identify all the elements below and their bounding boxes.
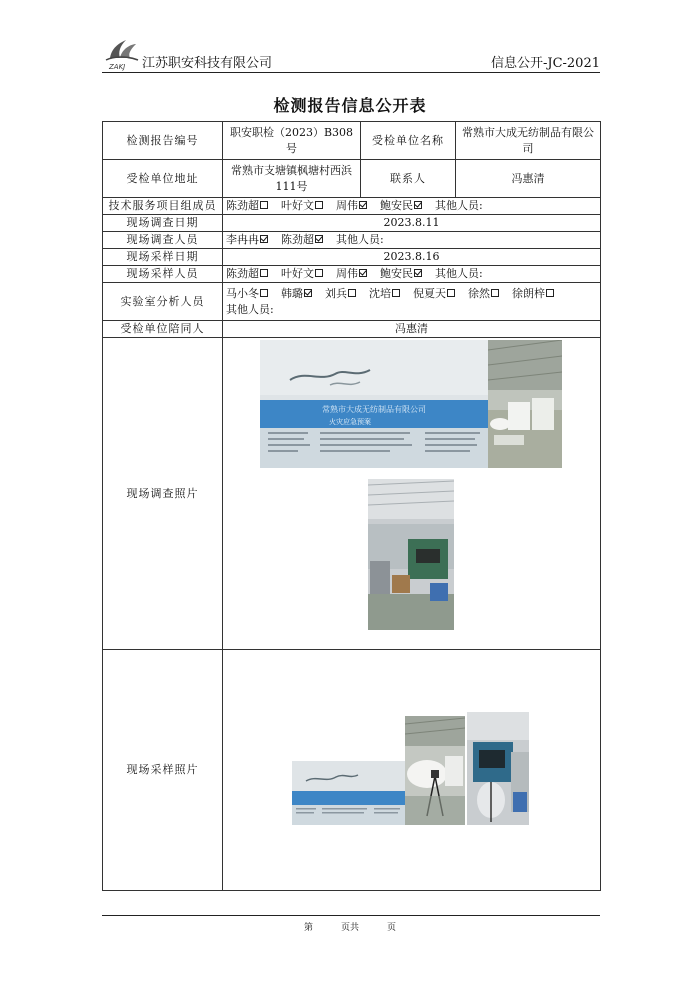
person-name: 鲍安民 [380, 267, 413, 280]
banner-title: 常熟市大成无纺制品有限公司 [322, 405, 426, 414]
row-sampling-photos [103, 650, 601, 891]
label-sampling-photos: 现场采样照片 [103, 650, 223, 891]
sampling-photo-floor [405, 716, 465, 825]
others-label: 其他人员: [435, 267, 483, 280]
team-member-list [226, 199, 435, 212]
svg-text:ZAKJ: ZAKJ [109, 63, 126, 71]
page-title: 检测报告信息公开表 [273, 96, 427, 115]
value-sampling-date: 2023.8.16 [223, 249, 601, 266]
page-footer [0, 920, 700, 933]
label-survey-photos: 现场调查照片 [103, 338, 223, 650]
person-checkbox[interactable] [359, 201, 367, 209]
page-header [102, 36, 600, 72]
sampling-photo-banner [292, 761, 405, 825]
person-checkbox[interactable] [315, 269, 323, 277]
company-logo [102, 36, 142, 72]
person-checkbox[interactable] [348, 289, 356, 297]
label-report-no: 检测报告编号 [103, 122, 223, 160]
person-name: 周伟 [336, 199, 358, 212]
footer-of-label: 页共 [340, 923, 359, 933]
others-label: 其他人员: [226, 302, 274, 316]
person-checkbox[interactable] [491, 289, 499, 297]
label-sampling-date: 现场采样日期 [103, 249, 223, 266]
others-label: 其他人员: [435, 199, 483, 212]
others-label: 其他人员: [336, 233, 384, 246]
person-name: 周伟 [336, 267, 358, 280]
person-checkbox[interactable] [447, 289, 455, 297]
survey-photo-machine [368, 479, 454, 630]
survey-photos-cell [223, 338, 601, 650]
row-report-no [103, 122, 601, 160]
survey-photo-banner [260, 340, 488, 468]
person-name: 陈劲超 [226, 267, 259, 280]
info-table [102, 121, 601, 891]
footer-pages-label: 页 [387, 923, 397, 933]
person-checkbox[interactable] [546, 289, 554, 297]
label-client-address: 受检单位地址 [103, 160, 223, 198]
row-survey-date [103, 215, 601, 232]
person-name: 陈劲超 [226, 199, 259, 212]
label-sampling-staff: 现场采样人员 [103, 266, 223, 283]
banner-subtitle: 火灾应急预案 [329, 418, 371, 426]
value-survey-date: 2023.8.11 [223, 215, 601, 232]
survey-photo-factory [488, 340, 562, 468]
person-checkbox[interactable] [304, 289, 312, 297]
sampling-photo-machine [467, 712, 529, 825]
row-client-address [103, 160, 601, 198]
person-name: 叶好文 [281, 199, 314, 212]
value-lab-staff [223, 283, 601, 321]
person-name: 马小冬 [226, 286, 259, 300]
person-name: 韩璐 [281, 286, 303, 300]
label-contact: 联系人 [361, 160, 456, 198]
sampling-staff-list [226, 267, 435, 280]
value-team [223, 198, 601, 215]
value-escort: 冯惠清 [223, 321, 601, 338]
footer-divider [102, 915, 600, 916]
person-name: 李冉冉 [226, 233, 259, 246]
person-checkbox[interactable] [260, 269, 268, 277]
value-survey-staff [223, 232, 601, 249]
company-name: 江苏职安科技有限公司 [142, 56, 273, 71]
label-team: 技术服务项目组成员 [103, 198, 223, 215]
person-name: 叶好文 [281, 267, 314, 280]
label-survey-staff: 现场调查人员 [103, 232, 223, 249]
value-report-no: 职安职检（2023）B308 号 [223, 122, 361, 160]
value-sampling-staff [223, 266, 601, 283]
person-name: 徐朗梓 [512, 286, 545, 300]
row-sampling-date [103, 249, 601, 266]
person-checkbox[interactable] [315, 235, 323, 243]
document-number: 信息公开-JC-2021 [490, 56, 600, 71]
person-name: 陈劲超 [281, 233, 314, 246]
row-survey-staff [103, 232, 601, 249]
row-team [103, 198, 601, 215]
person-checkbox[interactable] [359, 269, 367, 277]
value-contact: 冯惠清 [456, 160, 601, 198]
row-sampling-staff [103, 266, 601, 283]
person-checkbox[interactable] [414, 269, 422, 277]
person-checkbox[interactable] [315, 201, 323, 209]
label-client-name: 受检单位名称 [361, 122, 456, 160]
sampling-photos-cell [223, 650, 601, 891]
row-survey-photos [103, 338, 601, 650]
survey-staff-list [226, 233, 336, 246]
value-client-name: 常熟市大成无纺制品有限公司 [456, 122, 601, 160]
person-checkbox[interactable] [260, 201, 268, 209]
label-survey-date: 现场调查日期 [103, 215, 223, 232]
person-checkbox[interactable] [414, 201, 422, 209]
row-escort [103, 321, 601, 338]
footer-page-label: 第 [303, 923, 313, 933]
person-checkbox[interactable] [260, 235, 268, 243]
person-name: 倪夏天 [413, 286, 446, 300]
person-name: 鲍安民 [380, 199, 413, 212]
person-checkbox[interactable] [260, 289, 268, 297]
person-name: 沈培 [369, 286, 391, 300]
person-name: 徐然 [468, 286, 490, 300]
label-lab-staff: 实验室分析人员 [103, 283, 223, 321]
label-escort: 受检单位陪同人 [103, 321, 223, 338]
person-checkbox[interactable] [392, 289, 400, 297]
person-name: 刘兵 [325, 286, 347, 300]
value-client-address: 常熟市支塘镇枫塘村西浜111号 [223, 160, 361, 198]
header-divider [102, 72, 600, 73]
row-lab-staff [103, 283, 601, 321]
lab-staff-list [226, 286, 597, 302]
